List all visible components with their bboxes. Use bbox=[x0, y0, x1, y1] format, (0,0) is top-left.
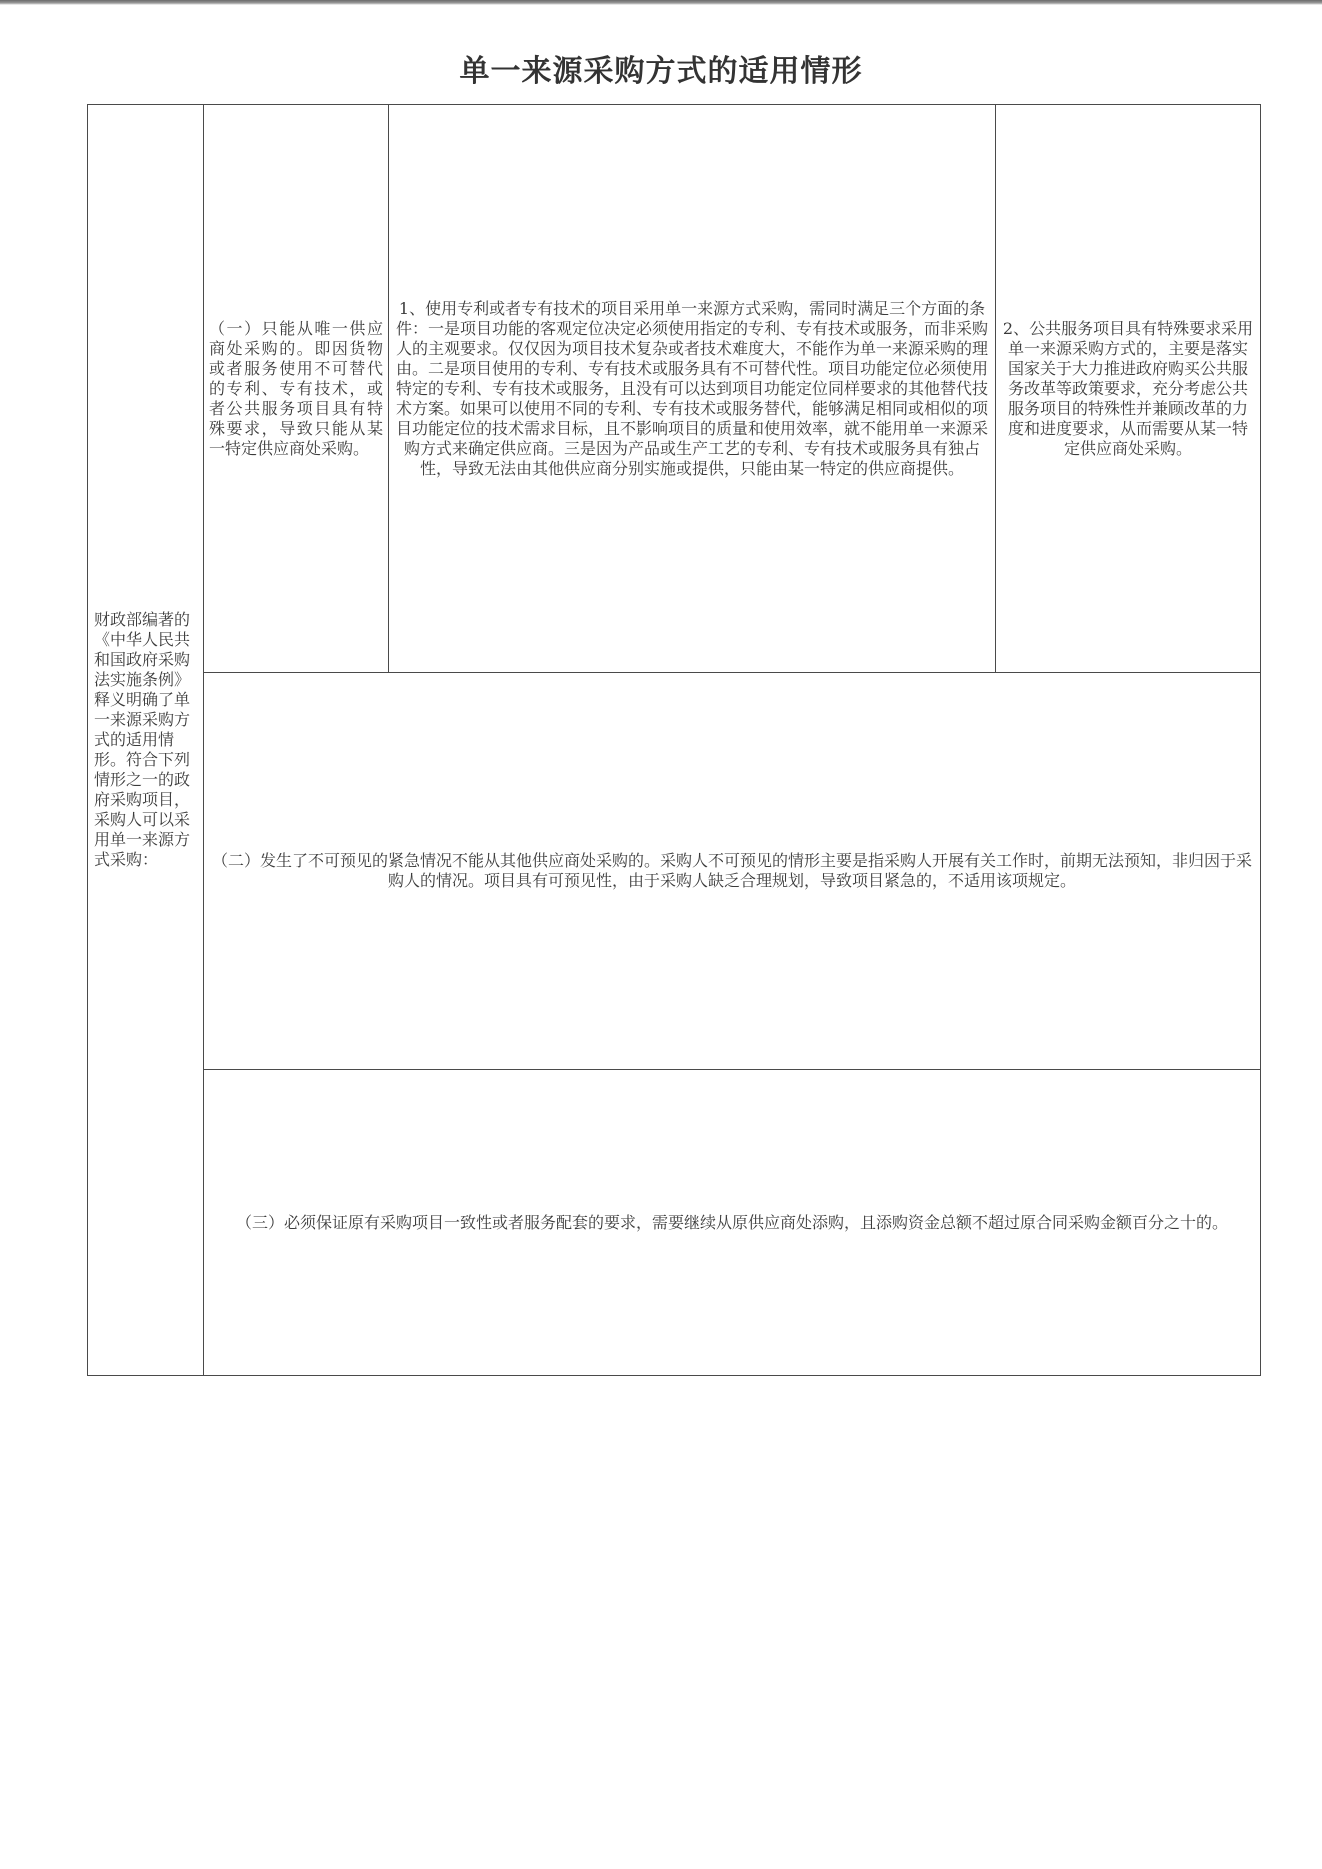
case3-cell: （三）必须保证原有采购项目一致性或者服务配套的要求，需要继续从原供应商处添购，且添购资金总额不超过原合同采购金额百分之十的。 bbox=[204, 1070, 1261, 1376]
table-row bbox=[88, 105, 1261, 673]
case1-heading-cell: （一）只能从唯一供应商处采购的。即因货物或者服务使用不可替代的专利、专有技术，或者公共服务项目具有特殊要求，导致只能从某一特定供应商处采购。 bbox=[204, 105, 389, 673]
case1-detail2-cell: 2、公共服务项目具有特殊要求采用单一来源采购方式的，主要是落实国家关于大力推进政府购买公共服务改革等政策要求，充分考虑公共服务项目的特殊性并兼顾改革的力度和进度要求，从而需要从某一特定供应商处采购。 bbox=[996, 105, 1261, 673]
scan-edge bbox=[0, 0, 1322, 5]
intro-cell: 财政部编著的《中华人民共和国政府采购法实施条例》释义明确了单一来源采购方式的适用情形。符合下列情形之一的政府采购项目，采购人可以采用单一来源方式采购： bbox=[88, 105, 204, 1376]
rules-table bbox=[87, 104, 1261, 1376]
case2-cell: （二）发生了不可预见的紧急情况不能从其他供应商处采购的。采购人不可预见的情形主要是指采购人开展有关工作时，前期无法预知，非归因于采购人的情况。项目具有可预见性，由于采购人缺乏合理规划，导致项目紧急的，不适用该项规定。 bbox=[204, 673, 1261, 1070]
page-title: 单一来源采购方式的适用情形 bbox=[459, 54, 863, 89]
table-row bbox=[88, 673, 1261, 1070]
case1-detail1-cell: 1、使用专利或者专有技术的项目采用单一来源方式采购，需同时满足三个方面的条件：一是项目功能的客观定位决定必须使用指定的专利、专有技术或服务，而非采购人的主观要求。仅仅因为项目技术复杂或者技术难度大，不能作为单一来源采购的理由。二是项目使用的专利、专有技术或服务具有不可替代性。项目功能定位必须使用特定的专利、专有技术或服务，且没有可以达到项目功能定位同样要求的其他替代技术方案。如果可以使用不同的专利、专有技术或服务替代，能够满足相同或相似的项目功能定位的技术需求目标，且不影响项目的质量和使用效率，就不能用单一来源采购方式来确定供应商。三是因为产品或生产工艺的专利、专有技术或服务具有独占性，导致无法由其他供应商分别实施或提供，只能由某一特定的供应商提供。 bbox=[389, 105, 996, 673]
table-row bbox=[88, 1070, 1261, 1376]
